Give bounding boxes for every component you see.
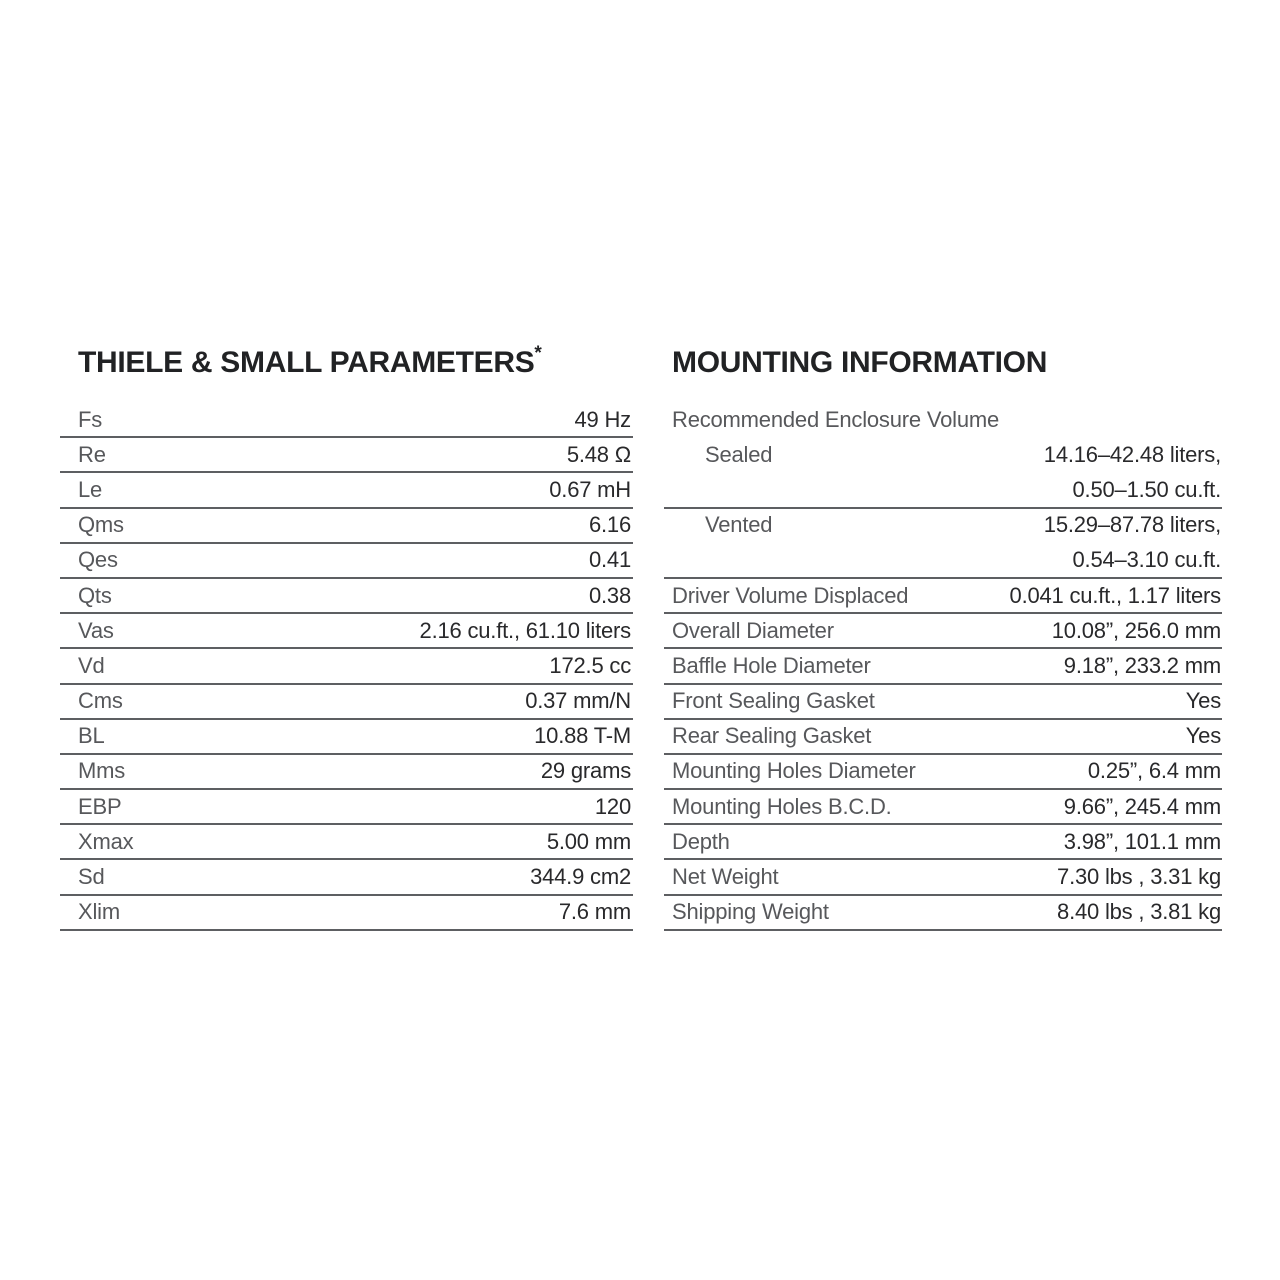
param-value: 0.50–1.50 cu.ft. [1072, 476, 1221, 502]
row-recommended-enclosure-volume [664, 403, 1222, 438]
param-value: 7.6 mm [558, 899, 631, 925]
param-label: BL [78, 723, 105, 749]
param-label: Depth [672, 828, 730, 854]
row-le [60, 473, 633, 508]
param-value: 9.18”, 233.2 mm [1063, 652, 1221, 678]
param-value: 344.9 cm2 [530, 864, 631, 890]
param-label: Mounting Holes Diameter [672, 758, 916, 784]
param-label: Front Sealing Gasket [672, 688, 875, 714]
param-label: Xlim [78, 899, 120, 925]
param-value: 5.48 Ω [566, 441, 631, 467]
param-value: Yes [1185, 723, 1221, 749]
mounting-info-section [664, 344, 1222, 931]
param-value: 0.54–3.10 cu.ft. [1072, 547, 1221, 573]
param-value: 7.30 lbs , 3.31 kg [1057, 864, 1221, 890]
row-mounting-holes-diameter [664, 755, 1222, 790]
row-overall-diameter [664, 614, 1222, 649]
param-value: 5.00 mm [546, 828, 631, 854]
param-label: Driver Volume Displaced [672, 582, 909, 608]
param-value: Yes [1185, 688, 1221, 714]
row-re [60, 438, 633, 473]
thiele-small-table [60, 403, 633, 931]
param-value: 0.041 cu.ft., 1.17 liters [1009, 582, 1221, 608]
row-shipping-weight [664, 896, 1222, 931]
row-depth [664, 825, 1222, 860]
param-label: Overall Diameter [672, 617, 834, 643]
row-rear-sealing-gasket [664, 720, 1222, 755]
param-value: 172.5 cc [549, 652, 631, 678]
row-net-weight [664, 860, 1222, 895]
param-value: 29 grams [540, 758, 631, 784]
param-value: 0.25”, 6.4 mm [1087, 758, 1221, 784]
param-value: 0.67 mH [549, 476, 631, 502]
row-cms [60, 685, 633, 720]
param-value: 49 Hz [574, 406, 631, 432]
param-label: Xmax [78, 828, 134, 854]
param-label: Recommended Enclosure Volume [672, 406, 1000, 432]
param-label: Qms [78, 512, 124, 538]
param-label: Vas [78, 617, 114, 643]
param-value: 8.40 lbs , 3.81 kg [1057, 899, 1221, 925]
param-value: 120 [594, 793, 631, 819]
param-value: 15.29–87.78 liters, [1043, 512, 1221, 538]
row-xlim [60, 896, 633, 931]
param-label: Vd [78, 652, 105, 678]
row-fs [60, 403, 633, 438]
row-qms [60, 509, 633, 544]
param-value: 10.08”, 256.0 mm [1051, 617, 1221, 643]
param-label: Fs [78, 406, 103, 432]
row-sealed-continuation [664, 473, 1222, 508]
param-value: 0.41 [588, 547, 631, 573]
param-label: Mms [78, 758, 126, 784]
mounting-info-heading [664, 344, 1222, 403]
param-label: Le [78, 476, 103, 502]
footnote-asterisk: * [534, 343, 542, 364]
param-label: Vented [705, 512, 773, 538]
row-qes [60, 544, 633, 579]
param-label: Cms [78, 688, 123, 714]
row-sd [60, 860, 633, 895]
param-value: 0.38 [588, 582, 631, 608]
row-vas [60, 614, 633, 649]
param-label: Net Weight [672, 864, 779, 890]
mounting-info-title: MOUNTING INFORMATION [672, 346, 1048, 379]
row-front-sealing-gasket [664, 685, 1222, 720]
row-bl [60, 720, 633, 755]
param-label: Qts [78, 582, 112, 608]
row-mounting-holes-bcd [664, 790, 1222, 825]
param-value: 6.16 [588, 512, 631, 538]
thiele-small-heading [60, 344, 633, 403]
mounting-info-table [664, 403, 1222, 931]
row-driver-volume-displaced [664, 579, 1222, 614]
row-vented [664, 509, 1222, 544]
row-ebp [60, 790, 633, 825]
row-qts [60, 579, 633, 614]
param-value: 2.16 cu.ft., 61.10 liters [419, 617, 631, 643]
param-label: Sd [78, 864, 105, 890]
param-value: 0.37 mm/N [525, 688, 631, 714]
param-label: Qes [78, 547, 118, 573]
param-label: EBP [78, 793, 122, 819]
param-value: 9.66”, 245.4 mm [1063, 793, 1221, 819]
param-label: Shipping Weight [672, 899, 829, 925]
param-label: Mounting Holes B.C.D. [672, 793, 892, 819]
param-value: 3.98”, 101.1 mm [1063, 828, 1221, 854]
row-baffle-hole-diameter [664, 649, 1222, 684]
param-value: 10.88 T-M [534, 723, 631, 749]
row-xmax [60, 825, 633, 860]
thiele-small-section [60, 344, 633, 931]
param-label: Baffle Hole Diameter [672, 652, 871, 678]
param-label: Rear Sealing Gasket [672, 723, 872, 749]
row-mms [60, 755, 633, 790]
param-label: Re [78, 441, 106, 467]
row-sealed [664, 438, 1222, 473]
row-vd [60, 649, 633, 684]
thiele-small-title: THIELE & SMALL PARAMETERS [78, 346, 535, 379]
param-value: 14.16–42.48 liters, [1043, 441, 1221, 467]
row-vented-continuation [664, 544, 1222, 579]
param-label: Sealed [705, 441, 773, 467]
